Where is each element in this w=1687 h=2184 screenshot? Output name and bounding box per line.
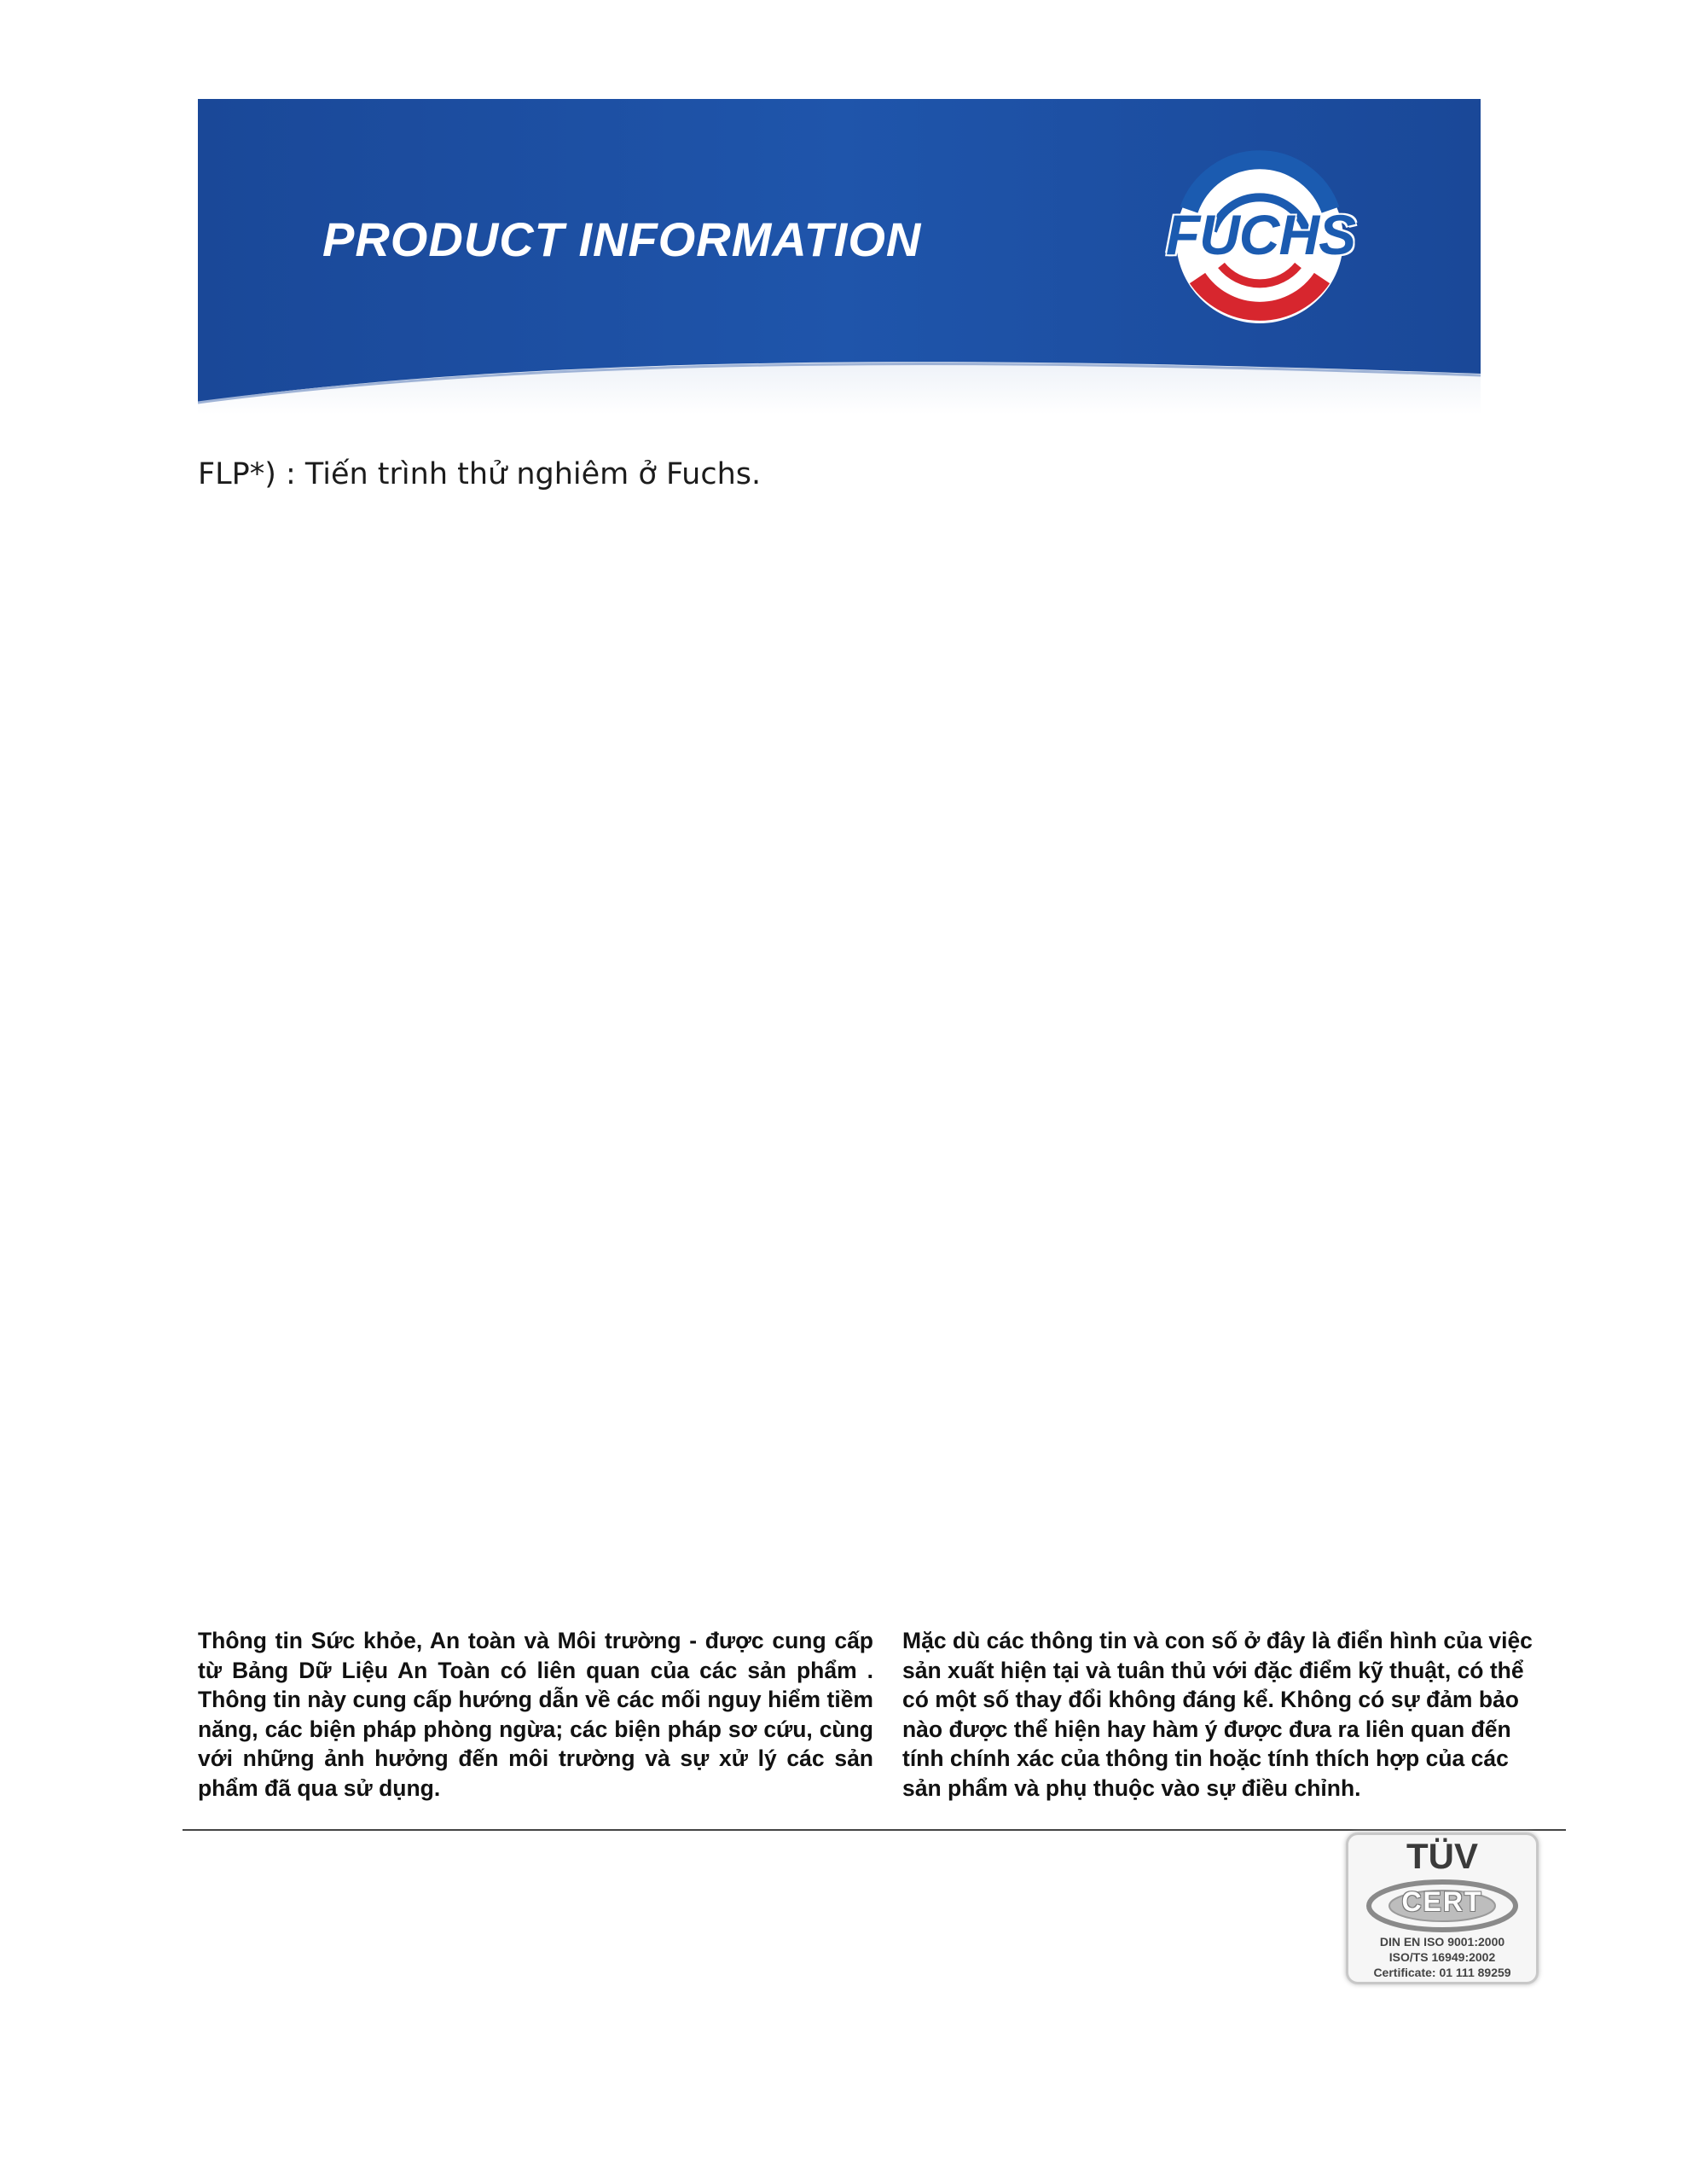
accuracy-disclaimer: Mặc dù các thông tin và con số ở đây là điển hình của việc sản xuất hiện tại và tuân thủ với đặc điểm kỹ thuật, có thể có một số thay đổi không đáng kể. Không có sự đảm bảo nào được thể hiện hay hàm ý được đưa ra liên quan đến tính chính xác của thông tin hoặc tính thích hợp của các sản phẩm và phụ thuộc vào sự điều chỉnh. xyxy=(902,1628,1533,1801)
banner-title: PRODUCT INFORMATION xyxy=(322,212,922,266)
header-banner xyxy=(198,99,1481,415)
footer-divider xyxy=(183,1829,1566,1831)
cert-line-isots: ISO/TS 16949:2002 xyxy=(1388,1950,1496,1964)
cert-line-number: Certificate: 01 111 89259 xyxy=(1373,1966,1511,1979)
logo-wordmark: FUCHS xyxy=(1165,203,1356,266)
cert-mark: CERT xyxy=(1401,1886,1483,1917)
cert-brand: TÜV xyxy=(1406,1836,1478,1876)
fuchs-logo[interactable] xyxy=(1153,150,1366,329)
tuv-certificate-badge xyxy=(1346,1833,1539,1984)
hse-disclaimer: Thông tin Sức khỏe, An toàn và Môi trường - được cung cấp từ Bảng Dữ Liệu An Toàn có liên quan của các sản phẩm . Thông tin này cung cấp hướng dẫn về các mối nguy hiểm tiềm năng, các biện pháp phòng ngừa; các biện pháp sơ cứu, cùng với những ảnh hưởng đến môi trường và sự xử lý các sản phẩm đã qua sử dụng. xyxy=(198,1628,873,1801)
cert-line-iso9001: DIN EN ISO 9001:2000 xyxy=(1379,1935,1505,1949)
test-procedure-note: FLP*) : Tiến trình thử nghiêm ở Fuchs. xyxy=(198,457,762,491)
